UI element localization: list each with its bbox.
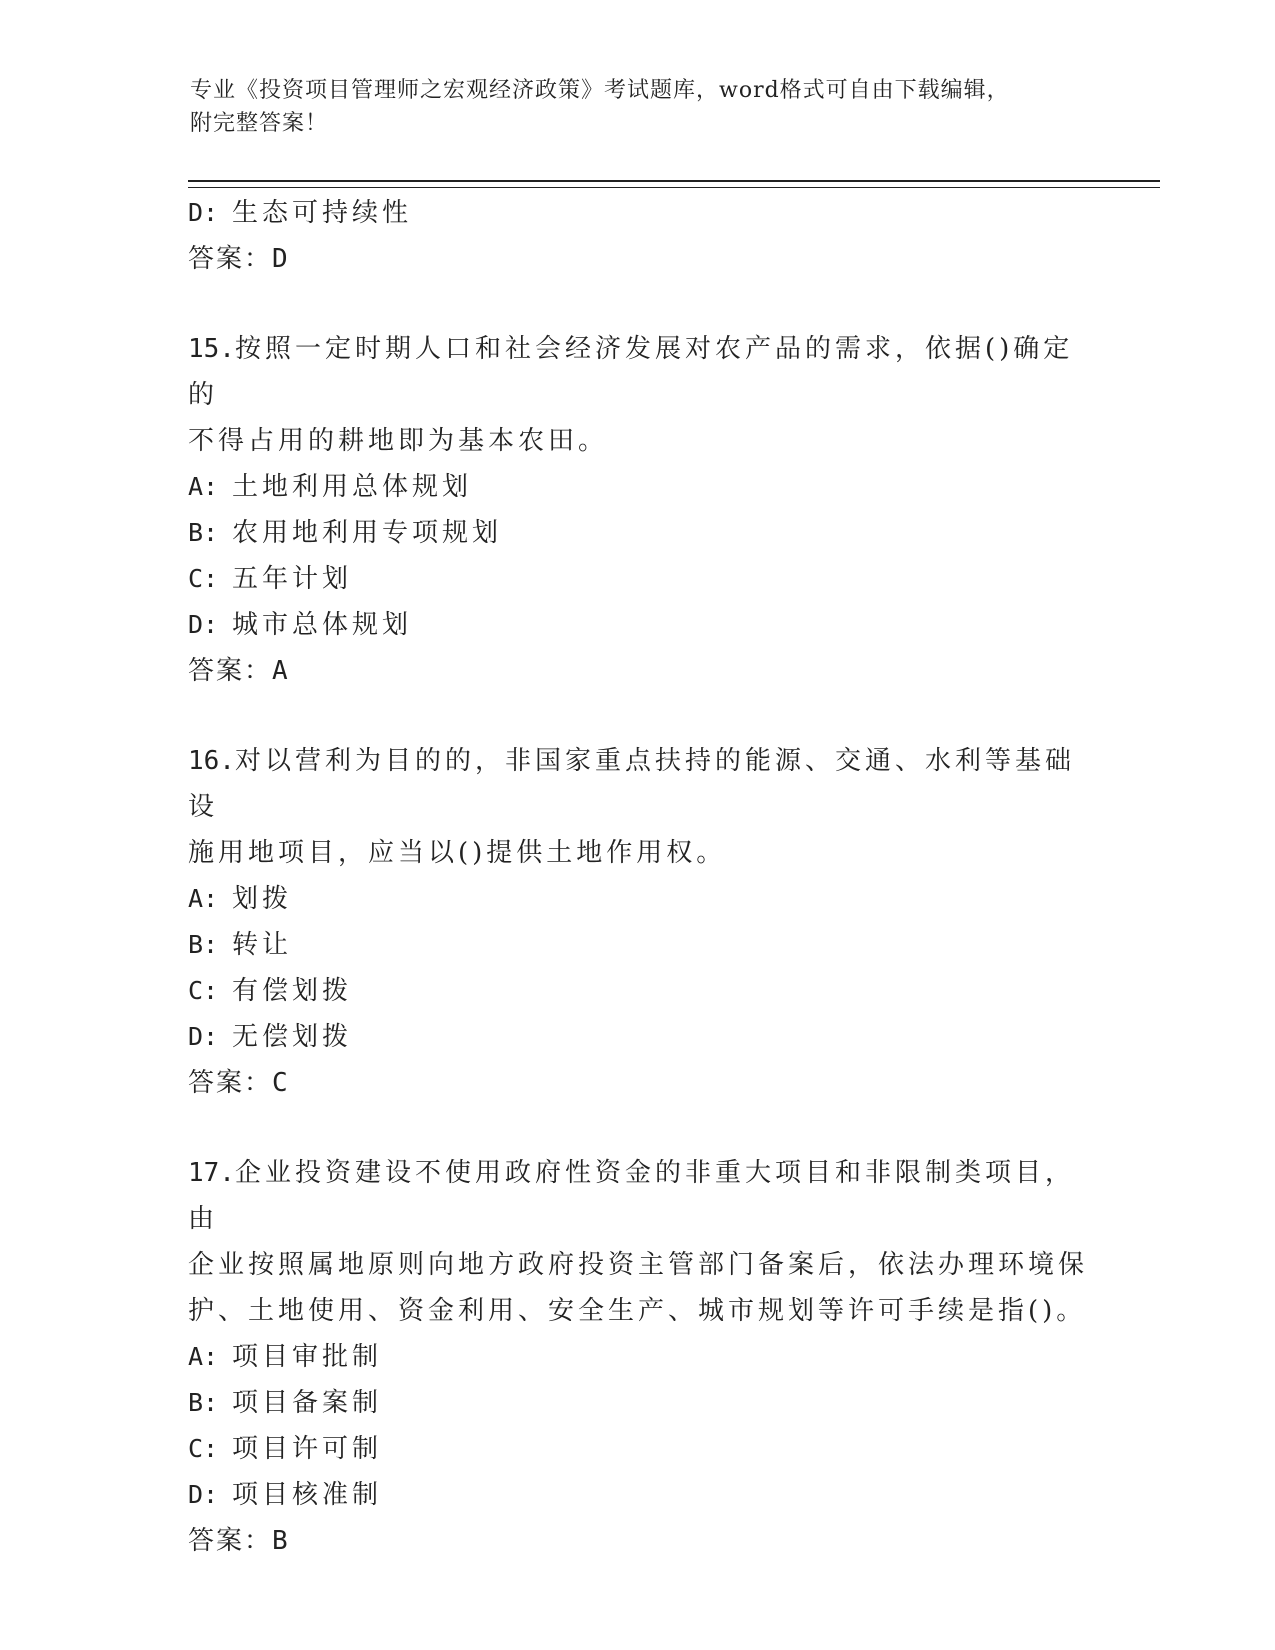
spacer [188, 282, 1088, 326]
spacer [188, 694, 1088, 738]
option-text: 土地利用总体规划 [232, 472, 473, 502]
option-a [188, 1334, 1088, 1380]
header-line-1: 专业《投资项目管理师之宏观经济政策》考试题库，word格式可自由下载编辑， [190, 78, 1010, 103]
header-line-2: 附完整答案！ [190, 111, 329, 136]
option-letter: A: [188, 884, 219, 913]
option-c [188, 968, 1088, 1014]
option-text: 转让 [232, 930, 293, 960]
answer-label: 答案： [188, 656, 273, 686]
option-text: 项目许可制 [232, 1434, 383, 1464]
answer-label: 答案： [188, 1068, 273, 1098]
option-b [188, 510, 1088, 556]
answer-label: 答案： [188, 244, 273, 274]
option-d [188, 190, 1088, 236]
question-text: 对以营利为目的的，非国家重点扶持的能源、交通、水利等基础设 [188, 746, 1075, 822]
option-text: 项目核准制 [232, 1480, 383, 1510]
answer-value: A [272, 656, 288, 686]
option-d [188, 1014, 1088, 1060]
answer-line [188, 1060, 1088, 1106]
answer-line [188, 1518, 1088, 1564]
option-text: 项目备案制 [232, 1388, 383, 1418]
spacer [188, 1106, 1088, 1150]
option-letter: C: [188, 976, 219, 1005]
option-text: 无偿划拨 [232, 1022, 353, 1052]
question-15 [188, 326, 1088, 694]
question-text-line: 不得占用的耕地即为基本农田。 [188, 426, 609, 456]
answer-label: 答案： [188, 1526, 273, 1556]
option-a [188, 876, 1088, 922]
question-text: 按照一定时期人口和社会经济发展对农产品的需求，依据()确定的 [188, 334, 1074, 410]
option-letter: B: [188, 930, 219, 959]
answer-line [188, 236, 1088, 282]
option-letter: D: [188, 198, 219, 227]
option-text: 生态可持续性 [232, 198, 413, 228]
option-text: 农用地利用专项规划 [232, 518, 503, 548]
option-letter: C: [188, 564, 219, 593]
option-letter: D: [188, 1022, 219, 1051]
option-d [188, 1472, 1088, 1518]
option-text: 城市总体规划 [232, 610, 413, 640]
option-letter: D: [188, 1480, 219, 1509]
question-number: 15. [188, 334, 235, 364]
question-14-tail [188, 190, 1088, 282]
question-17 [188, 1150, 1088, 1564]
option-letter: B: [188, 1388, 219, 1417]
option-letter: A: [188, 1342, 219, 1371]
question-text-line [188, 738, 1088, 830]
option-letter: B: [188, 518, 219, 547]
option-text: 有偿划拨 [232, 976, 353, 1006]
question-text-line: 企业按照属地原则向地方政府投资主管部门备案后，依法办理环境保 [188, 1250, 1089, 1280]
option-d [188, 602, 1088, 648]
option-letter: D: [188, 610, 219, 639]
option-letter: A: [188, 472, 219, 501]
question-text-line: 施用地项目，应当以()提供土地作用权。 [188, 838, 727, 868]
option-b [188, 922, 1088, 968]
option-text: 划拨 [232, 884, 293, 914]
page-header [190, 74, 1090, 140]
option-c [188, 556, 1088, 602]
option-c [188, 1426, 1088, 1472]
question-text-line [188, 1150, 1088, 1242]
question-list [188, 190, 1088, 1564]
option-a [188, 464, 1088, 510]
question-text-line [188, 326, 1088, 418]
answer-line [188, 648, 1088, 694]
answer-value: D [272, 244, 288, 274]
question-text: 企业投资建设不使用政府性资金的非重大项目和非限制类项目，由 [188, 1158, 1075, 1234]
option-text: 项目审批制 [232, 1342, 383, 1372]
option-b [188, 1380, 1088, 1426]
answer-value: B [272, 1526, 288, 1556]
question-number: 17. [188, 1158, 235, 1188]
question-number: 16. [188, 746, 235, 776]
question-text-line: 护、土地使用、资金利用、安全生产、城市规划等许可手续是指()。 [188, 1296, 1087, 1326]
question-16 [188, 738, 1088, 1106]
option-text: 五年计划 [232, 564, 353, 594]
header-divider [188, 180, 1160, 188]
answer-value: C [272, 1068, 288, 1098]
option-letter: C: [188, 1434, 219, 1463]
